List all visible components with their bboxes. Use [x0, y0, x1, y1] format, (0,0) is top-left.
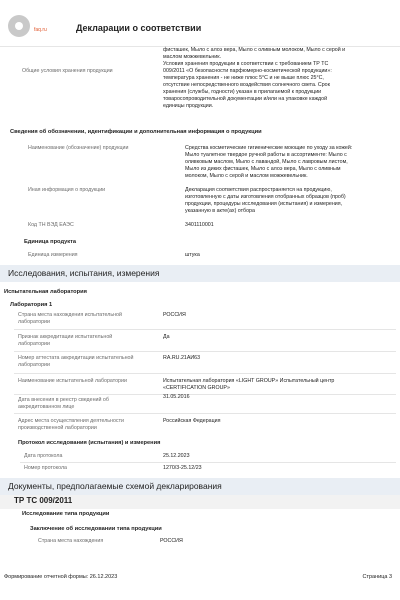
- unit-label: Единица измерения: [28, 252, 78, 258]
- page-number: Страница 3: [362, 574, 392, 580]
- page-header: [0, 0, 400, 47]
- protocol-date-value: 25.12.2023: [163, 453, 190, 459]
- doc-country-value: РОССИЯ: [160, 538, 183, 544]
- section-title-documents: Документы, предполагаемые схемой декларирования: [8, 481, 222, 491]
- divider: [14, 413, 396, 414]
- protocol-date-label: Дата протокола: [24, 453, 63, 459]
- text-line: Условия хранения продукции в соответствии с требованием ТР ТС: [163, 61, 329, 67]
- text-line: 009/2011 «О безопасности парфюмерно-косметической продукции»:: [163, 68, 332, 74]
- lab-name-value: [163, 378, 397, 392]
- text-line: Номер аттестата аккредитации испытательной: [18, 355, 134, 361]
- text-line: изготовленную с даты изготовления отобранных образцов (проб): [185, 194, 346, 200]
- other-info-value: [185, 187, 397, 215]
- section-title-research: Исследования, испытания, измерения: [8, 268, 160, 278]
- text-line: единицы продукции.: [163, 103, 214, 109]
- lab-country-value: РОССИЯ: [163, 312, 186, 318]
- text-line: отсутствие непосредственного воздействия солнечного света. Срок: [163, 82, 330, 88]
- divider: [14, 373, 396, 374]
- storage-value: [163, 61, 395, 110]
- accreditation-label: [18, 334, 112, 348]
- logo-text: faq.ru: [34, 27, 47, 33]
- protocol-title: Протокол исследования (испытания) и измерения: [18, 440, 161, 446]
- text-line: Страна места нахождения испытательной: [18, 312, 122, 318]
- text-line: фисташек, Мыло с алоэ вера, Мыло с оливным молоком, Мыло с серой и: [163, 47, 346, 53]
- text-line: Декларация соответствия распространяется на продукцию,: [185, 187, 332, 193]
- certificate-value: RA.RU.21АИ63: [163, 355, 201, 361]
- text-line: Адрес места осуществления деятельности: [18, 418, 124, 424]
- section-title-product-info: Сведения об обозначении, идентификации и дополнительная информация о продукции: [10, 129, 262, 135]
- divider: [14, 329, 396, 330]
- tr-title: ТР ТС 009/2011: [14, 496, 73, 505]
- lab-address-value: Российская Федерация: [163, 418, 221, 424]
- logo-icon: [8, 15, 30, 37]
- text-line: Мыло из диких фисташек, Мыло с алоэ вера, Мыло с оливным: [185, 166, 341, 172]
- registry-date-value: 31.05.2016: [163, 394, 190, 400]
- accreditation-value: Да: [163, 334, 170, 340]
- page-title: Декларации о соответствии: [76, 23, 202, 33]
- conclusion-title: Заключение об исследовании типа продукции: [30, 526, 162, 532]
- section-band-research: [0, 265, 400, 282]
- doc-country-label: Страна места нахождения: [38, 538, 104, 544]
- text-line: лаборатории: [18, 319, 50, 325]
- text-line: лаборатории: [18, 362, 50, 368]
- text-line: продукции, процедуры исследования (испытания) и измерения,: [185, 201, 343, 207]
- storage-label: Общие условия хранения продукции: [22, 68, 113, 74]
- protocol-number-value: 1270/3-25.12/23: [163, 465, 202, 471]
- unit-section-title: Единица продукта: [24, 239, 77, 245]
- other-info-label: Иная информация о продукции: [28, 187, 106, 193]
- text-line: молоком, Мыло с серой и маслом можжевельник.: [185, 173, 308, 179]
- text-line: Испытательная лаборатория «LIGHT GROUP» Испытательный центр: [163, 378, 335, 384]
- product-name-value: [185, 145, 397, 180]
- text-line: аккредитованном лице: [18, 404, 75, 410]
- report-date: Формирование отчетной формы: 26.12.2023: [4, 574, 118, 580]
- lab-address-label: [18, 418, 124, 432]
- hs-code-label: Код ТН ВЭД ЕАЭС: [28, 222, 74, 228]
- text-line: температура хранения - не ниже плюс 5°С и не выше плюс 25°С,: [163, 75, 324, 81]
- text-line: маслом можжевельник.: [163, 54, 222, 60]
- text-line: «CERTIFICATION GROUP»: [163, 385, 230, 391]
- text-line: оливковым маслом, Мыло с лавандой, Мыло с лавровым листом,: [185, 159, 348, 165]
- text-line: лаборатории: [18, 341, 50, 347]
- unit-value: штука: [185, 252, 200, 258]
- text-line: производственной лаборатории: [18, 425, 97, 431]
- text-line: хранения (службы, годности) указан в прилагаемой к продукции: [163, 89, 322, 95]
- type-research-title: Исследование типа продукции: [22, 511, 110, 517]
- text-line: указанную в акте(ах) отбора: [185, 208, 255, 214]
- text-line: Дата внесения в реестр сведений об: [18, 397, 109, 403]
- text-line: товаросопроводительной документации и/или на упаковке каждой: [163, 96, 328, 102]
- lab-country-label: [18, 312, 122, 326]
- certificate-label: [18, 355, 133, 369]
- lab-name-label: Наименование испытательной лаборатории: [18, 378, 127, 384]
- divider: [14, 394, 396, 395]
- text-line: Средства косметические гигиенические моющие по уходу за кожей:: [185, 145, 353, 151]
- protocol-number-label: Номер протокола: [24, 465, 67, 471]
- lab-1-title: Лаборатория 1: [10, 302, 53, 308]
- hs-code-value: 3401110001: [185, 222, 214, 228]
- registry-date-label: [18, 397, 109, 411]
- lab-header: Испытательная лаборатория: [4, 289, 87, 295]
- section-band-documents: [0, 478, 400, 495]
- continuation-text: [163, 47, 395, 61]
- text-line: Признак аккредитации испытательной: [18, 334, 113, 340]
- divider: [20, 462, 396, 463]
- text-line: Мыло туалетное твердое ручной работы в ассортименте: Мыло с: [185, 152, 347, 158]
- product-name-label: Наименование (обозначение) продукции: [28, 145, 129, 151]
- tr-band: [0, 495, 400, 509]
- divider: [14, 351, 396, 352]
